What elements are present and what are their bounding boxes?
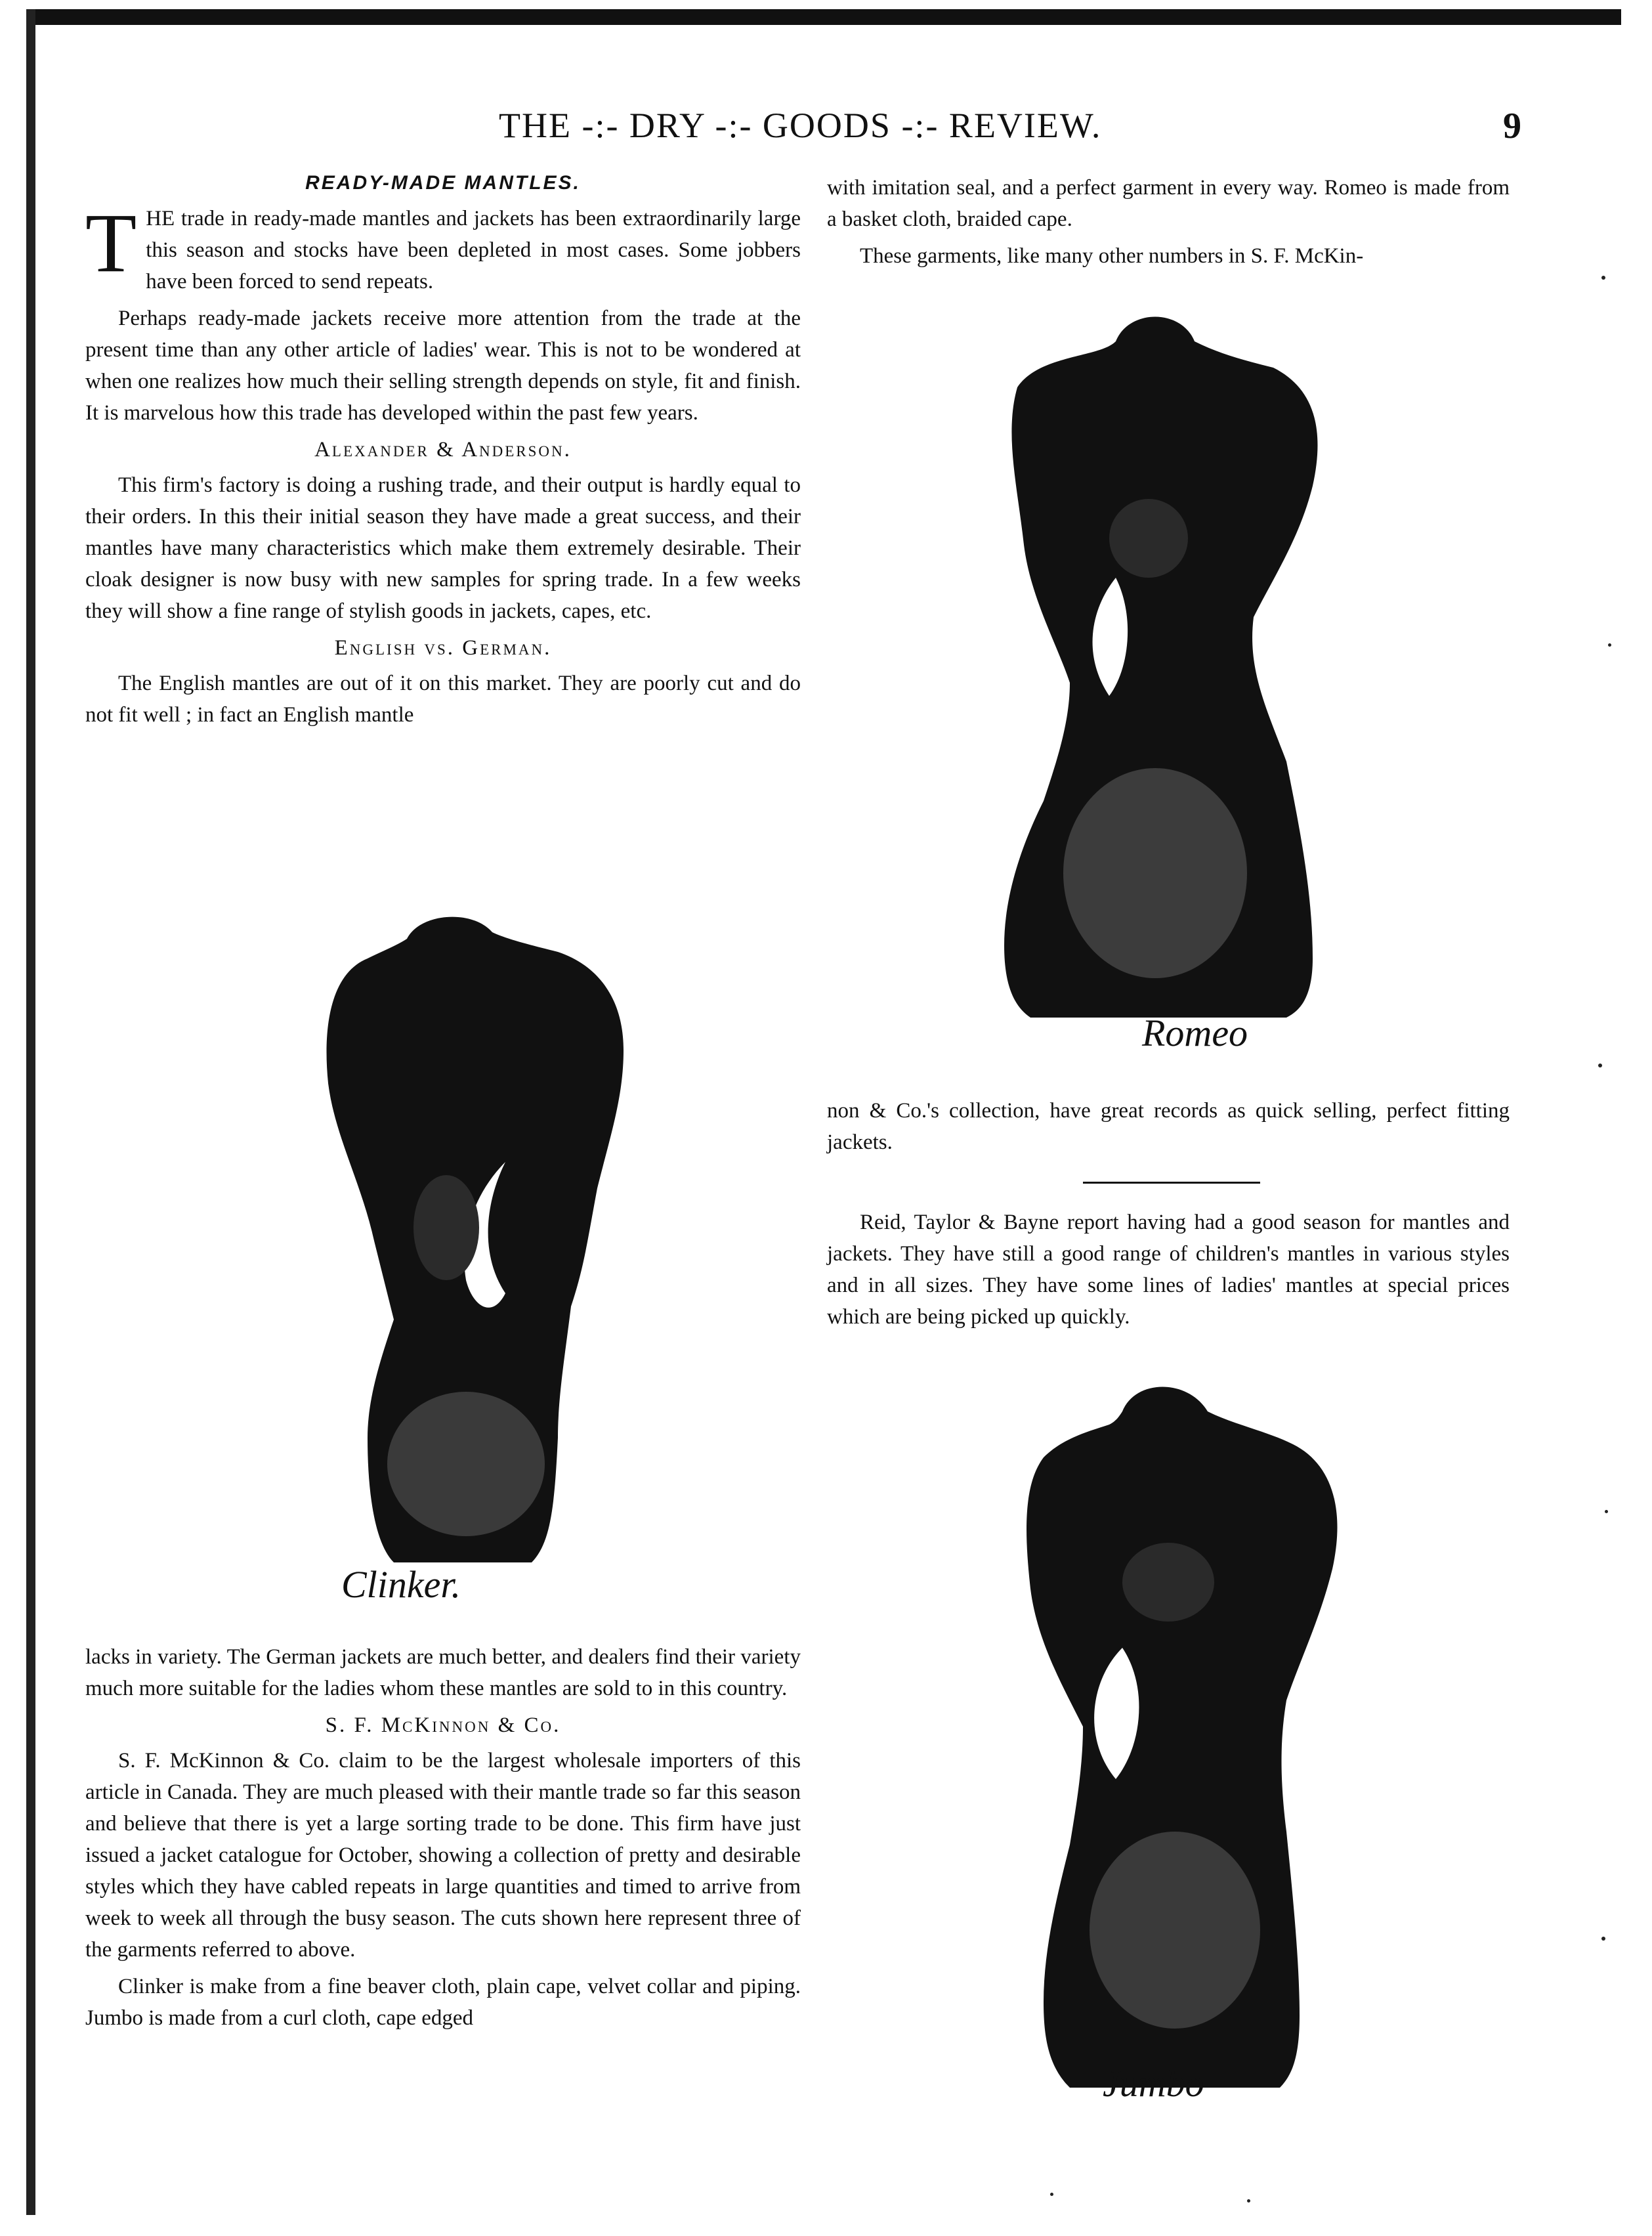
paragraph-these-garments: These garments, like many other numbers in S. F. McKin- xyxy=(860,244,1364,268)
figure-jumbo-jacket xyxy=(971,1372,1365,2127)
scan-left-edge xyxy=(26,9,35,2215)
paragraph-mckinnon: S. F. McKinnon & Co. claim to be the largest wholesale importers of this article in Canada. They are much pleased with their mantle trade so far this season and believe that there is yet a large sorting trade to be done. This firm have just issued a jacket catalogue for October, showing a collection of pretty and desirable styles which they have cabled repeats in large quantities and timed to arrive from week to week all through the busy season. The cuts shown here represent three of the garments referred to above. xyxy=(85,1749,801,1962)
jumbo-jacket-illustration xyxy=(971,1372,1365,2127)
paragraph-alexander: This firm's factory is doing a rushing trade, and their output is hardly equal to their orders. In this their initial season they have made a great success, and their mantles have many characteristics which make them extremely desirable. Their cloak designer is now busy with new samples for spring trade. In a few weeks they will show a fine range of stylish goods in jackets, capes, etc. xyxy=(85,473,801,623)
scan-top-edge xyxy=(26,9,1621,25)
paragraph-english-b: lacks in variety. The German jackets are much better, and dealers find their variety much more suitable for the ladies whom these mantles are sold to in this country. xyxy=(85,1645,801,1700)
left-column-lower xyxy=(85,1641,801,2039)
figure-romeo-jacket xyxy=(958,302,1352,1064)
scan-speckle xyxy=(1050,2193,1053,2196)
right-column-middle xyxy=(827,1095,1510,1163)
subhead-alexander-anderson: Alexander & Anderson. xyxy=(314,438,572,462)
paragraph-clinker: Clinker is make from a fine beaver cloth, plain cape, velvet collar and piping. Jumbo is made from a curl cloth, cape edged xyxy=(85,1975,801,2030)
subhead-mckinnon: S. F. McKinnon & Co. xyxy=(325,1713,561,1737)
caption-jumbo: Jumbo xyxy=(1103,2062,1204,2105)
scan-speckle xyxy=(1601,276,1605,280)
scan-speckle xyxy=(1608,643,1611,647)
left-column-upper xyxy=(85,167,801,736)
clinker-jacket-illustration xyxy=(256,899,650,1608)
paragraph-mckinnon-records: non & Co.'s collection, have great records as quick selling, perfect fitting jackets. xyxy=(827,1099,1510,1154)
drop-cap: T xyxy=(85,196,137,290)
scan-speckle xyxy=(1247,2199,1250,2203)
subhead-english-german: English vs. German. xyxy=(334,636,552,660)
romeo-jacket-illustration xyxy=(958,302,1352,1064)
right-column-reid xyxy=(827,1207,1510,1338)
paragraph-perhaps: Perhaps ready-made jackets receive more attention from the trade at the present time than any other article of ladies' wear. This is not to be wondered at when one realizes how much their selling strength depends on style, fit and finish. It is marvelous how this trade has developed within the past few years. xyxy=(85,307,801,425)
scan-speckle xyxy=(1598,1064,1602,1067)
intro-paragraph xyxy=(85,196,801,297)
section-divider xyxy=(1083,1182,1260,1184)
running-title: THE -:- DRY -:- GOODS -:- REVIEW. xyxy=(499,106,1102,145)
running-head xyxy=(0,105,1652,164)
right-column-top xyxy=(827,172,1510,277)
scan-speckle xyxy=(1605,1510,1608,1513)
paragraph-reid-taylor-bayne: Reid, Taylor & Bayne report having had a good season for mantles and jackets. They have still a good range of children's mantles in various styles and in all sizes. They have some lines of ladies' mantles at special prices which are being picked up quickly. xyxy=(827,1211,1510,1329)
paragraph-english-a: The English mantles are out of it on this market. They are poorly cut and do not fit well ; in fact an English mantle xyxy=(85,672,801,727)
article-heading: READY-MADE MANTLES. xyxy=(305,172,581,194)
intro-text: HE trade in ready-made mantles and jackets has been extraordinarily large this season and stocks have been depleted in most cases. Some jobbers have been forced to send repeats. xyxy=(146,207,801,293)
caption-clinker: Clinker. xyxy=(341,1563,461,1606)
figure-clinker-jacket xyxy=(256,899,650,1608)
scan-speckle xyxy=(1601,1937,1605,1941)
page-number: 9 xyxy=(1503,106,1521,146)
paragraph-imitation-seal: with imitation seal, and a perfect garment in every way. Romeo is made from a basket cloth, braided cape. xyxy=(827,176,1510,231)
caption-romeo: Romeo xyxy=(1142,1012,1248,1054)
